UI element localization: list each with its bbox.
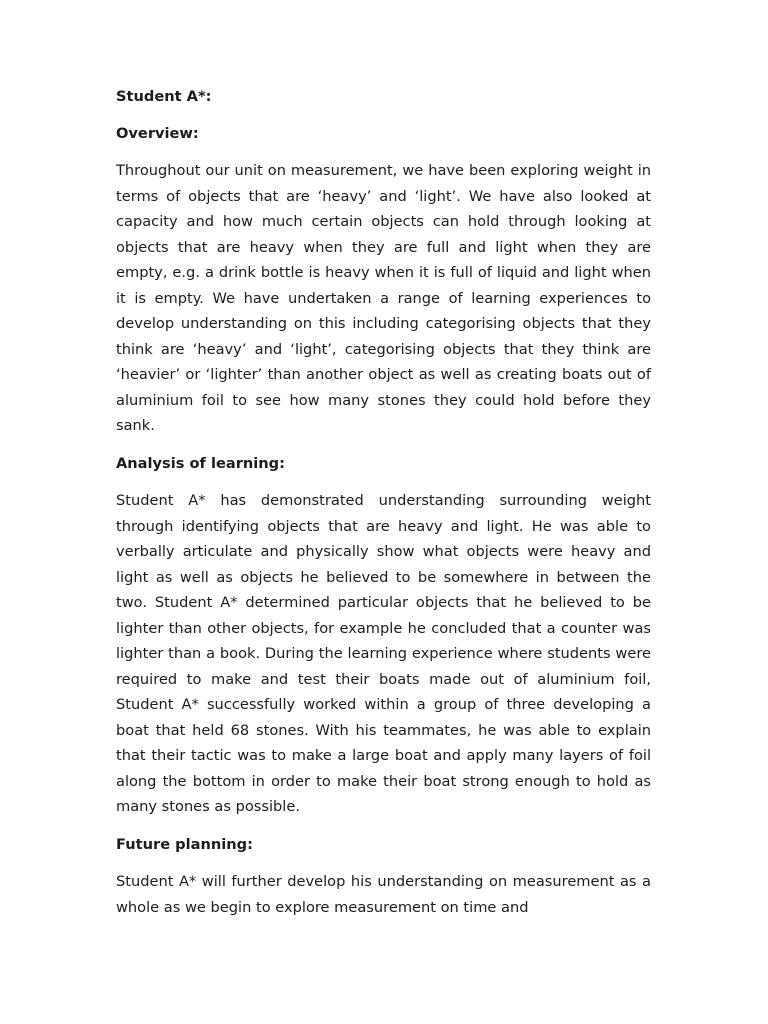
future-planning-paragraph: Student A* will further develop his understanding on measurement as a whole as we begin to explore measurement on time and xyxy=(116,873,651,916)
overview-heading: Overview: xyxy=(116,124,199,142)
future-planning-heading: Future planning: xyxy=(116,835,253,853)
analysis-heading: Analysis of learning: xyxy=(116,454,285,472)
document-page xyxy=(116,84,651,920)
overview-paragraph: Throughout our unit on measurement, we have been exploring weight in terms of objects that are ‘heavy’ and ‘light’. We have also looked at capacity and how much certain objects can hold through looking at objects that are heavy when they are full and light when they are empty, e.g. a drink bottle is heavy when it is full of liquid and light when it is empty. We have undertaken a range of learning experiences to develop understanding on this including categorising objects that they think are ‘heavy’ and ‘light’, categorising objects that they think are ‘heavier’ or ‘lighter’ than another object as well as creating boats out of aluminium foil to see how many stones they could hold before they sank. xyxy=(116,162,651,434)
analysis-paragraph: Student A* has demonstrated understanding surrounding weight through identifying objects that are heavy and light. He was able to verbally articulate and physically show what objects were heavy and light as well as objects he believed to be somewhere in between the two. Student A* determined particular objects that he believed to be lighter than other objects, for example he concluded that a counter was lighter than a book. During the learning experience where students were required to make and test their boats made out of aluminium foil, Student A* successfully worked within a group of three developing a boat that held 68 stones. With his teammates, he was able to explain that their tactic was to make a large boat and apply many layers of foil along the bottom in order to make their boat strong enough to hold as many stones as possible. xyxy=(116,492,651,815)
student-heading: Student A*: xyxy=(116,88,212,105)
